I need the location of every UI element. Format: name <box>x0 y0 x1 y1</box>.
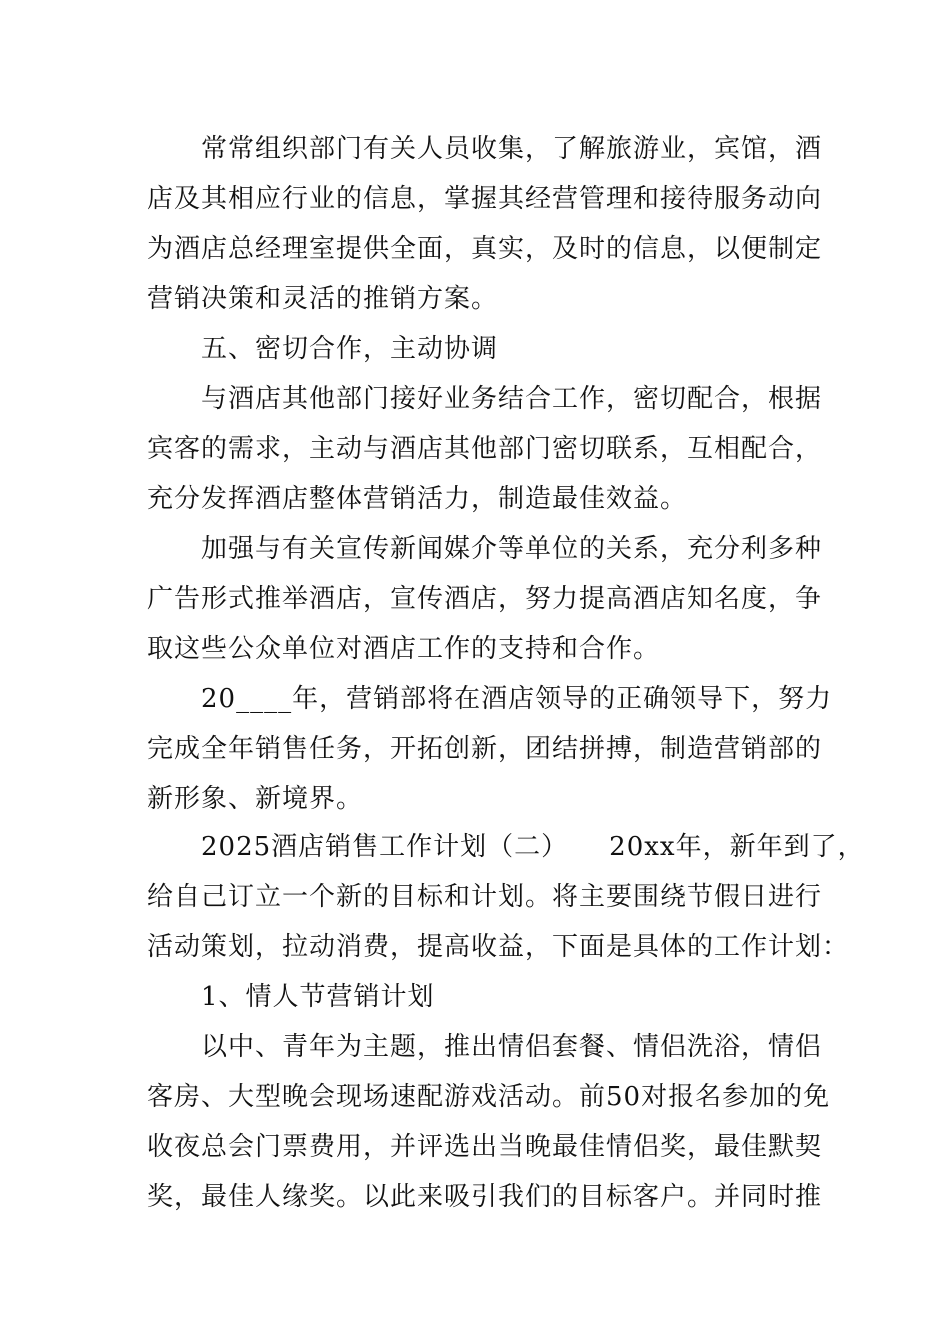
text-line: 以中、青年为主题，推出情侣套餐、情侣洗浴，情侣 <box>147 1032 823 1062</box>
text-line: 2025酒店销售工作计划（二） 20xx年，新年到了， <box>147 832 865 862</box>
text-line: 常常组织部门有关人员收集，了解旅游业，宾馆，酒 <box>147 134 823 164</box>
text-line: 20____年，营销部将在酒店领导的正确领导下，努力 <box>147 684 833 714</box>
text-line: 营销决策和灵活的推销方案。 <box>147 284 499 314</box>
text-line: 充分发挥酒店整体营销活力，制造最佳效益。 <box>147 484 688 514</box>
text-line: 取这些公众单位对酒店工作的支持和合作。 <box>147 634 661 664</box>
text-line: 店及其相应行业的信息，掌握其经营管理和接待服务动向 <box>147 184 823 214</box>
section-heading: 1、情人节营销计划 <box>147 982 435 1012</box>
text-line: 奖，最佳人缘奖。以此来吸引我们的目标客户。并同时推 <box>147 1182 823 1212</box>
section-heading: 五、密切合作，主动协调 <box>147 334 499 364</box>
text-line: 宾客的需求，主动与酒店其他部门密切联系，互相配合， <box>147 434 823 464</box>
text-line: 与酒店其他部门接好业务结合工作，密切配合，根据 <box>147 384 823 414</box>
text-line: 活动策划，拉动消费，提高收益，下面是具体的工作计划： <box>147 932 850 962</box>
text-line: 给自己订立一个新的目标和计划。将主要围绕节假日进行 <box>147 882 823 912</box>
text-line: 新形象、新境界。 <box>147 784 364 814</box>
text-line: 广告形式推举酒店，宣传酒店，努力提高酒店知名度，争 <box>147 584 823 614</box>
text-line: 客房、大型晚会现场速配游戏活动。前50对报名参加的免 <box>147 1082 831 1112</box>
text-line: 收夜总会门票费用，并评选出当晚最佳情侣奖，最佳默契 <box>147 1132 823 1162</box>
text-line: 为酒店总经理室提供全面，真实，及时的信息，以便制定 <box>147 234 823 264</box>
text-line: 完成全年销售任务，开拓创新，团结拼搏，制造营销部的 <box>147 734 823 764</box>
text-line: 加强与有关宣传新闻媒介等单位的关系，充分利多种 <box>147 534 823 564</box>
